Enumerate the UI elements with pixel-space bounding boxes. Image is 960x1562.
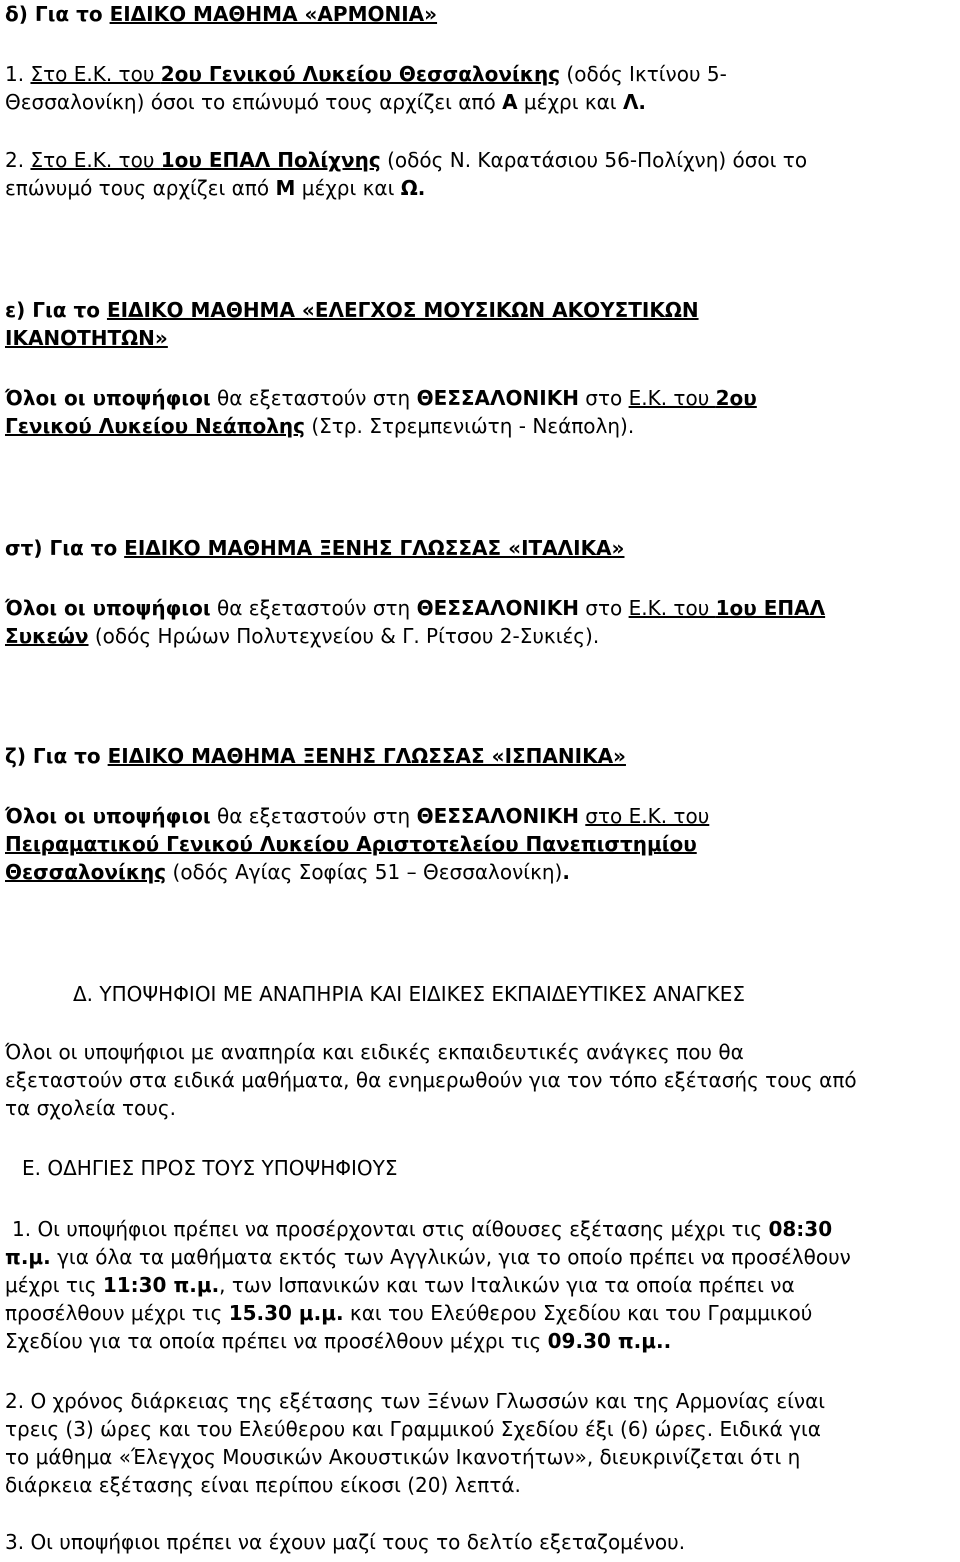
candidates-label: Όλοι οι υποψήφιοι — [5, 804, 211, 828]
body-text: στο — [578, 596, 629, 620]
address-text: (οδός Ηρώων Πολυτεχνείου & Γ. Ρίτσου 2-Συκιές). — [88, 624, 600, 648]
time-unit: π.μ. — [5, 1245, 51, 1269]
paragraph-line: και του Ελεύθερου Σχεδίου και του Γραμμικού — [343, 1301, 813, 1325]
exam-center-link[interactable]: στο Ε.Κ. του — [585, 804, 710, 828]
time-value: 08:30 — [768, 1217, 833, 1241]
section-D-body — [5, 1038, 955, 1122]
range-mid: μέχρι και — [295, 176, 401, 200]
address-text: (Στρ. Στρεμπενιώτη - Νεάπολη). — [304, 414, 635, 438]
exam-center-link[interactable]: Στο Ε.Κ. του — [30, 62, 161, 86]
candidates-label: Όλοι οι υποψήφιοι — [5, 596, 211, 620]
school-link-cont[interactable]: Γενικού Λυκείου Νεάπολης — [5, 414, 305, 438]
paragraph-line: προσέλθουν μέχρι τις — [5, 1301, 229, 1325]
paragraph-line: 2. Ο χρόνος διάρκειας της εξέτασης των Ξένων Γλωσσών και της Αρμονίας είναι — [5, 1389, 826, 1413]
paragraph-line: διάρκεια εξέτασης είναι περίπου είκοσι (20) λεπτά. — [5, 1473, 521, 1497]
address-text: (οδός Ικτίνου 5- — [560, 62, 727, 86]
time-value: 11:30 π.μ. — [102, 1273, 220, 1297]
school-link[interactable]: 2ου Γενικού Λυκείου Θεσσαλονίκης — [160, 62, 561, 86]
section-e-body — [5, 384, 955, 440]
section-st-heading — [5, 534, 955, 562]
body-text: θα εξεταστούν στη — [210, 596, 417, 620]
subject-link-music-cont[interactable]: ΙΚΑΝΟΤΗΤΩΝ» — [5, 326, 168, 350]
paragraph-line: 1. Οι υποψήφιοι πρέπει να προσέρχονται στις αίθουσες εξέτασης μέχρι τις — [12, 1217, 769, 1241]
section-E-heading: Ε. ΟΔΗΓΙΕΣ ΠΡΟΣ ΤΟΥΣ ΥΠΟΨΗΦΙΟΥΣ — [22, 1156, 398, 1180]
school-link-cont[interactable]: Θεσσαλονίκης — [5, 860, 167, 884]
surname-range-text: Θεσσαλονίκη) όσοι το επώνυμό τους αρχίζει από — [5, 90, 503, 114]
paragraph-line: τα σχολεία τους. — [5, 1096, 176, 1120]
body-text: στο — [578, 386, 629, 410]
exam-center-link[interactable]: Στο Ε.Κ. του — [30, 148, 161, 172]
body-text: θα εξεταστούν στη — [210, 804, 417, 828]
letter-from: Α — [502, 90, 518, 114]
surname-range-text: επώνυμό τους αρχίζει από — [5, 176, 276, 200]
section-prefix: δ) Για το — [5, 2, 110, 26]
paragraph-line: Σχεδίου για τα οποία πρέπει να προσέλθουν μέχρι τις — [5, 1329, 548, 1353]
instruction-1 — [5, 1215, 955, 1355]
item-number: 2. — [5, 148, 31, 172]
period: . — [663, 1329, 672, 1353]
exam-center-link[interactable]: Ε.Κ. του — [628, 596, 716, 620]
instruction-2 — [5, 1387, 955, 1499]
subject-link-italian[interactable]: ΕΙΔΙΚΟ ΜΑΘΗΜΑ ΞΕΝΗΣ ΓΛΩΣΣΑΣ «ΙΤΑΛΙΚΑ» — [124, 536, 625, 560]
school-link[interactable]: Πειραματικού Γενικού Λυκείου Αριστοτελείου Πανεπιστημίου — [5, 832, 697, 856]
paragraph-line: , των Ισπανικών και των Ιταλικών για τα οποία πρέπει να — [219, 1273, 795, 1297]
section-d-heading — [5, 0, 955, 28]
school-link[interactable]: 1ου ΕΠΑΛ Πολίχνης — [160, 148, 381, 172]
section-d-item-2 — [5, 146, 955, 202]
section-D-heading: Δ. ΥΠΟΨΗΦΙΟΙ ΜΕ ΑΝΑΠΗΡΙΑ ΚΑΙ ΕΙΔΙΚΕΣ ΕΚΠΑΙΔΕΥΤΙΚΕΣ ΑΝΑΓΚΕΣ — [73, 982, 746, 1006]
period: . — [562, 860, 570, 884]
school-link[interactable]: 1ου ΕΠΑΛ — [715, 596, 826, 620]
section-z-heading — [5, 742, 955, 770]
range-mid: μέχρι και — [517, 90, 623, 114]
section-prefix: ζ) Για το — [5, 744, 108, 768]
item-number: 1. — [5, 62, 31, 86]
section-d-item-1 — [5, 60, 955, 116]
exam-center-link[interactable]: Ε.Κ. του — [628, 386, 716, 410]
subject-link-music[interactable]: ΕΙΔΙΚΟ ΜΑΘΗΜΑ «ΕΛΕΓΧΟΣ ΜΟΥΣΙΚΩΝ ΑΚΟΥΣΤΙΚΩΝ — [106, 298, 699, 322]
address-text: (οδός Αγίας Σοφίας 51 – Θεσσαλονίκη) — [166, 860, 563, 884]
letter-to: Ω. — [400, 176, 426, 200]
time-value: 09.30 π.μ. — [547, 1329, 664, 1353]
section-prefix: στ) Για το — [5, 536, 125, 560]
candidates-label: Όλοι οι υποψήφιοι — [5, 386, 211, 410]
paragraph-line: τρεις (3) ώρες και του Ελεύθερου και Γραμμικού Σχεδίου έξι (6) ώρες. Ειδικά για — [5, 1417, 821, 1441]
section-prefix: ε) Για το — [5, 298, 107, 322]
letter-from: Μ — [275, 176, 296, 200]
instruction-3: 3. Οι υποψήφιοι πρέπει να έχουν μαζί τους το δελτίο εξεταζομένου. — [5, 1530, 686, 1554]
time-value: 15.30 μ.μ. — [228, 1301, 344, 1325]
city-name: ΘΕΣΣΑΛΟΝΙΚΗ — [416, 596, 579, 620]
paragraph-line: μέχρι τις — [5, 1273, 103, 1297]
paragraph-line: Όλοι οι υποψήφιοι με αναπηρία και ειδικές εκπαιδευτικές ανάγκες που θα — [5, 1040, 744, 1064]
section-z-body — [5, 802, 955, 886]
subject-link-spanish[interactable]: ΕΙΔΙΚΟ ΜΑΘΗΜΑ ΞΕΝΗΣ ΓΛΩΣΣΑΣ «ΙΣΠΑΝΙΚΑ» — [107, 744, 626, 768]
section-st-body — [5, 594, 955, 650]
school-link[interactable]: 2ου — [715, 386, 757, 410]
body-text: θα εξεταστούν στη — [210, 386, 417, 410]
paragraph-line: για όλα τα μαθήματα εκτός των Αγγλικών, για το οποίο πρέπει να προσέλθουν — [50, 1245, 851, 1269]
city-name: ΘΕΣΣΑΛΟΝΙΚΗ — [416, 386, 579, 410]
address-text: (οδός Ν. Καρατάσιου 56-Πολίχνη) όσοι το — [380, 148, 808, 172]
school-link-cont[interactable]: Συκεών — [5, 624, 89, 648]
paragraph-line: εξεταστούν στα ειδικά μαθήματα, θα ενημερωθούν για τον τόπο εξέτασής τους από — [5, 1068, 857, 1092]
paragraph-line: το μάθημα «Έλεγχος Μουσικών Ακουστικών Ικανοτήτων», διευκρινίζεται ότι η — [5, 1445, 801, 1469]
subject-link-harmony[interactable]: ΕΙΔΙΚΟ ΜΑΘΗΜΑ «ΑΡΜΟΝΙΑ» — [109, 2, 438, 26]
section-e-heading — [5, 296, 955, 352]
letter-to: Λ. — [622, 90, 647, 114]
city-name: ΘΕΣΣΑΛΟΝΙΚΗ — [416, 804, 579, 828]
